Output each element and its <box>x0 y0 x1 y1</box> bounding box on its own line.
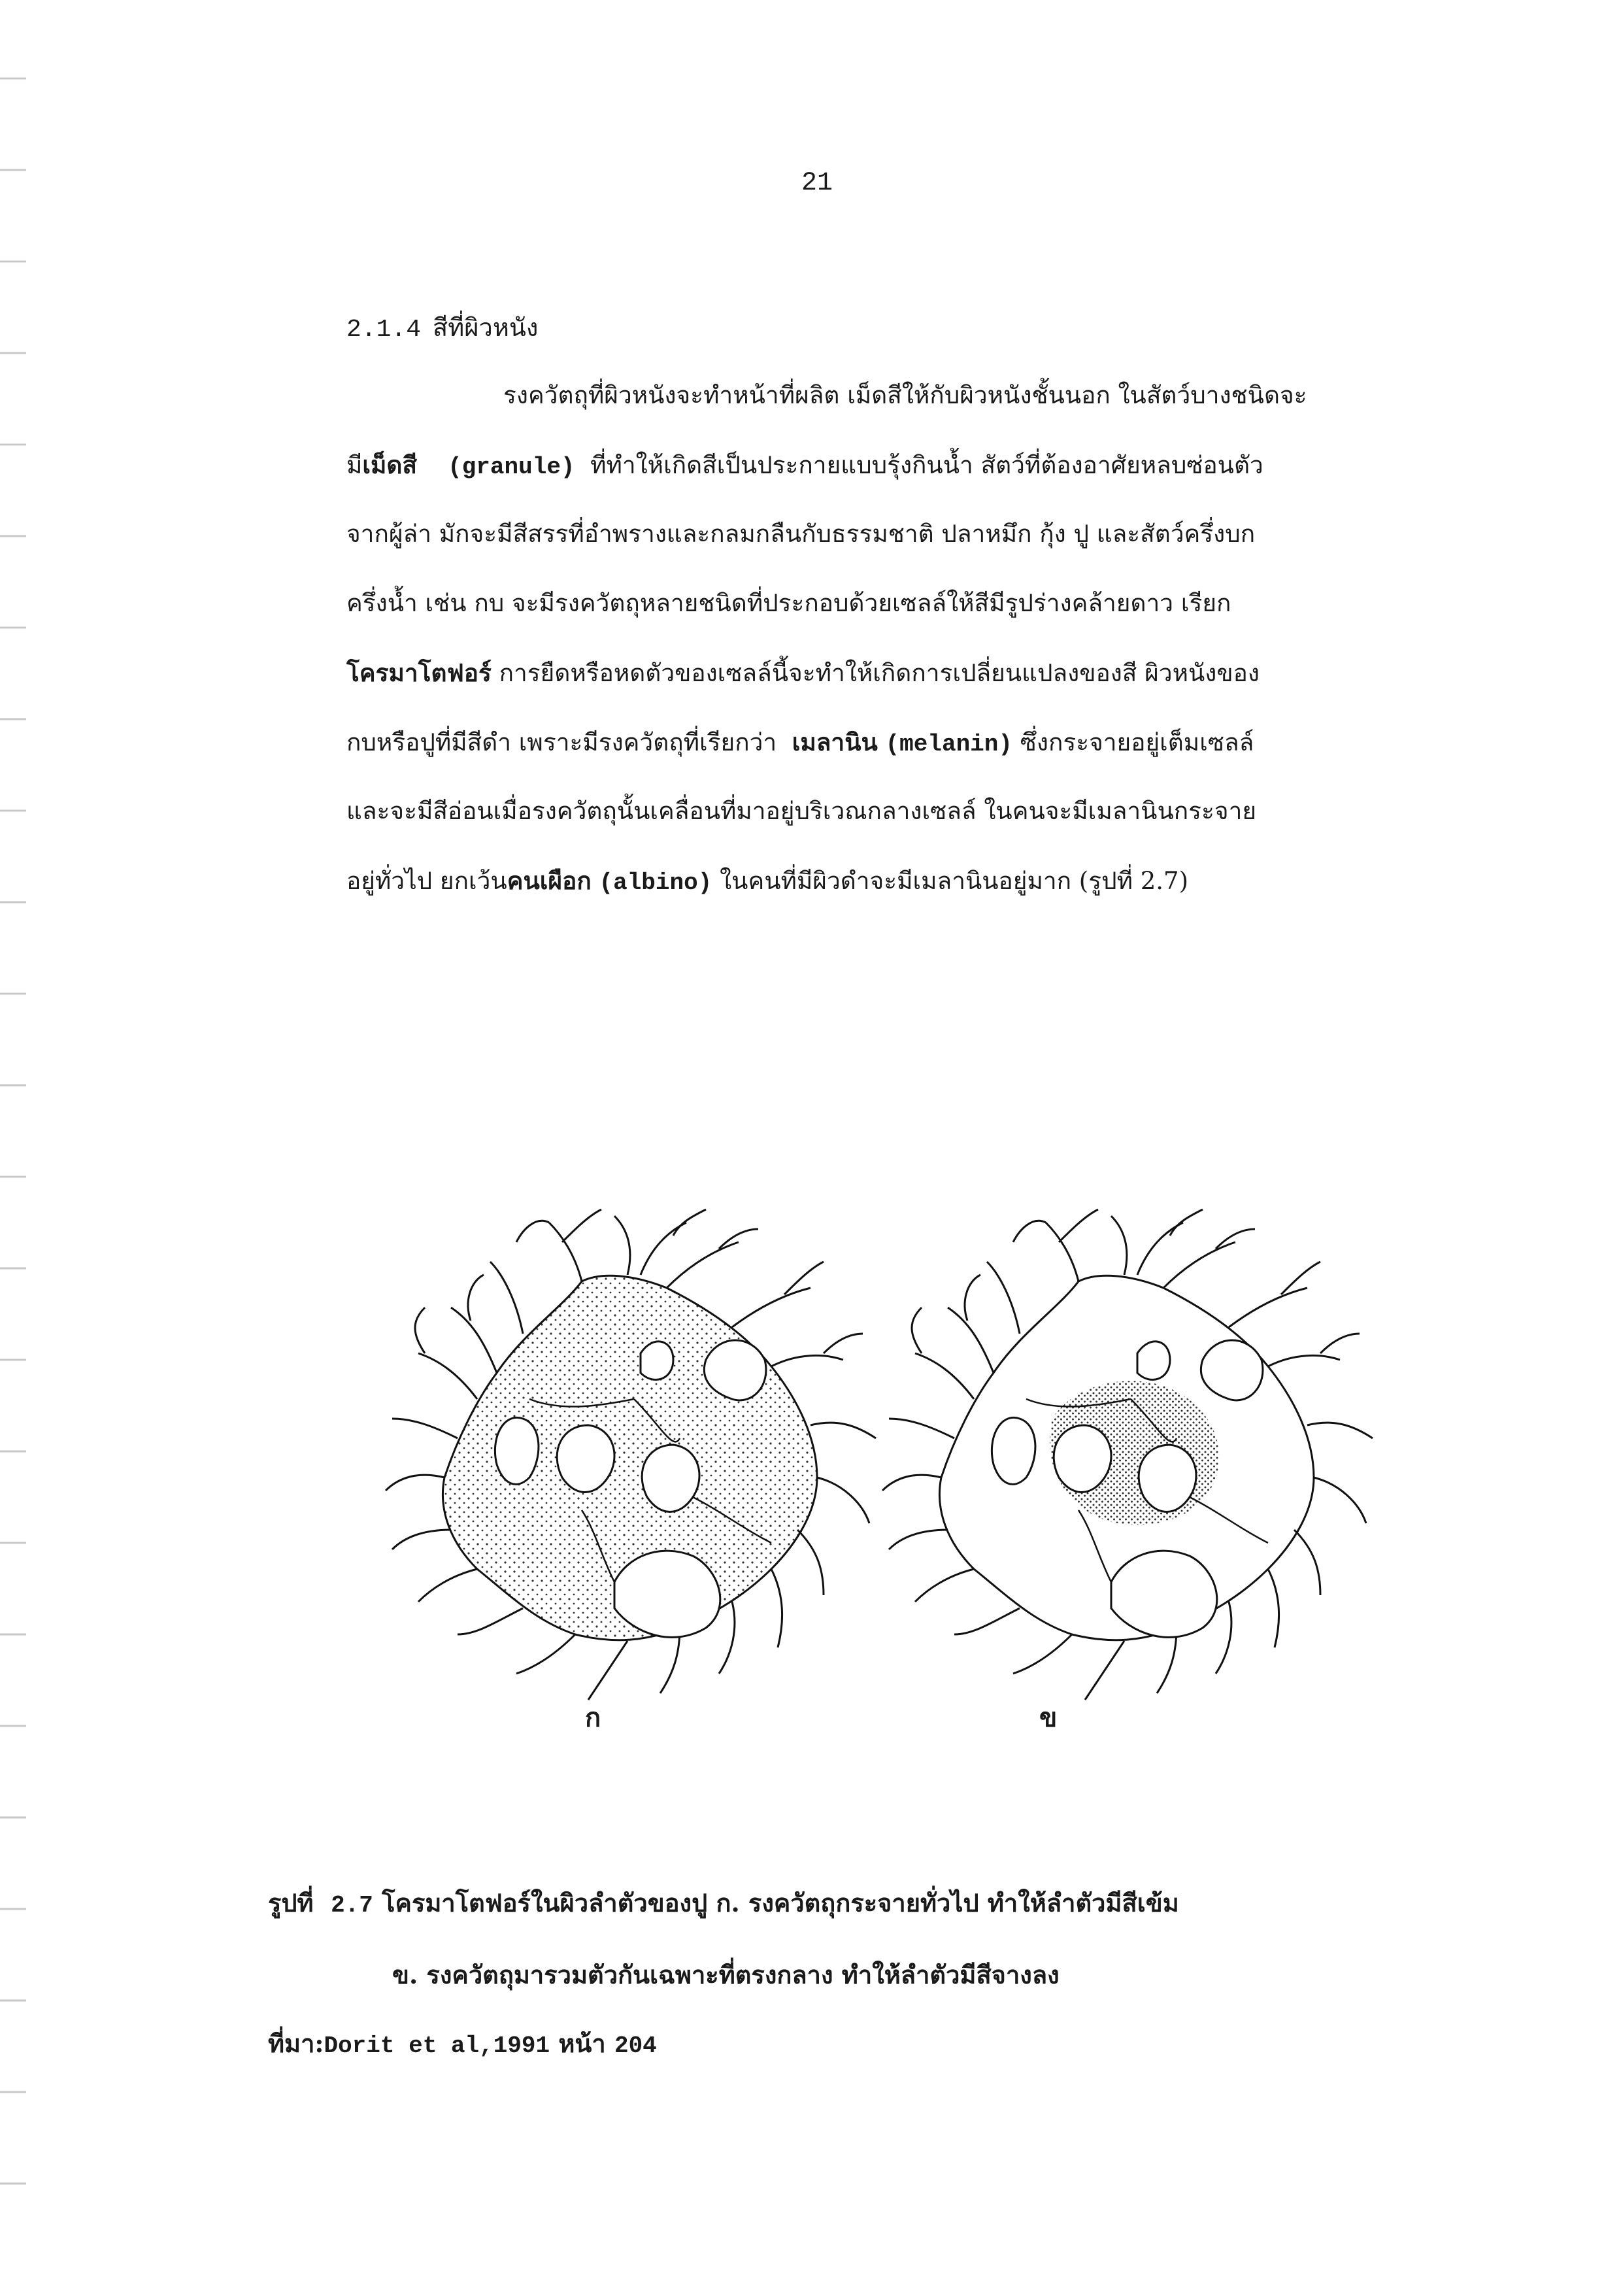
source-page: 204 <box>614 2033 657 2059</box>
paragraph-line: จากผู้ล่า มักจะมีสีสรรที่อำพรางและกลมกลืนกับธรรมชาติ ปลาหมึก กุ้ง ปู และสัตว์ครึ่งบก <box>346 520 1256 548</box>
term-english: (melanin) <box>885 731 1012 758</box>
figure-source <box>268 2023 1418 2063</box>
term-bold: เม็ดสี <box>362 450 418 479</box>
figure-caption-line1 <box>268 1883 1418 1923</box>
paragraph-line: และจะมีสีอ่อนเมื่อรงควัตถุนั้นเคลื่อนที่มาอยู่บริเวณกลางเซลล์ ในคนจะมีเมลานินกระจาย <box>346 797 1257 825</box>
caption-prefix: รูปที่ <box>268 1888 314 1917</box>
term-bold: คนเผือก <box>507 866 592 895</box>
figure-caption-line2: ข. รงควัตถุมารวมตัวกันเฉพาะที่ตรงกลาง ทำให้ลำตัวมีสีจางลง <box>392 1960 1060 1989</box>
source-page-label: หน้า <box>558 2029 606 2058</box>
paragraph-line <box>346 707 1412 777</box>
section-title: สีที่ผิวหนัง <box>433 313 539 342</box>
text-fragment: มี <box>346 451 363 479</box>
source-text: Dorit et al,1991 <box>324 2033 550 2059</box>
chromatophore-figure <box>366 1203 1412 1739</box>
text-fragment: ที่ทำให้เกิดสีเป็นประกายแบบรุ้งกินน้ำ สัตว์ที่ต้องอาศัยหลบซ่อนตัว <box>590 451 1263 479</box>
caption-text: โครมาโตฟอร์ในผิวลำตัวของปู ก. รงควัตถุกระจายทั่วไป ทำให้ลำตัวมีสีเข้ม <box>382 1888 1179 1917</box>
figure-label-b: ข <box>1039 1702 1058 1733</box>
body-paragraph <box>346 361 1412 915</box>
text-fragment: การยืดหรือหดตัวของเซลล์นี้จะทำให้เกิดการเปลี่ยนแปลงของสี ผิวหนังของ <box>499 659 1260 687</box>
chromatophore-dispersed <box>386 1209 876 1700</box>
term-english: (albino) <box>599 869 712 896</box>
text-fragment: ซึ่งกระจายอยู่เต็มเซลล์ <box>1020 728 1254 756</box>
text-fragment: ในคนที่มีผิวดำจะมีเมลานินอยู่มาก (รูปที่ 2.7) <box>720 867 1189 895</box>
paragraph-line: รงควัตถุที่ผิวหนังจะทำหน้าที่ผลิต เม็ดสีให้กับผิวหนังชั้นนอก ในสัตว์บางชนิดจะ <box>503 381 1307 409</box>
term-bold: โครมาโตฟอร์ <box>346 658 492 687</box>
section-heading <box>346 307 538 347</box>
page-number: 21 <box>801 169 833 198</box>
paragraph-line <box>346 430 1412 499</box>
text-fragment: กบหรือปูที่มีสีดำ เพราะมีรงควัตถุที่เรียกว่า <box>346 728 777 756</box>
chromatophore-illustration <box>366 1203 1412 1739</box>
paragraph-line <box>346 638 1412 707</box>
paragraph-line: ครึ่งน้ำ เช่น กบ จะมีรงควัตถุหลายชนิดที่ประกอบด้วยเซลล์ให้สีมีรูปร่างคล้ายดาว เรียก <box>346 589 1231 617</box>
caption-number: 2.7 <box>331 1892 373 1919</box>
term-english: (granule) <box>448 454 575 481</box>
text-fragment: อยู่ทั่วไป ยกเว้น <box>346 867 507 895</box>
section-number: 2.1.4 <box>346 316 422 344</box>
paragraph-line <box>346 846 1412 915</box>
margin-ruler-ticks <box>0 0 39 2296</box>
chromatophore-aggregated <box>882 1209 1373 1700</box>
figure-label-a: ก <box>585 1702 601 1733</box>
term-bold: เมลานิน <box>792 728 878 756</box>
source-label: ที่มา: <box>268 2029 324 2058</box>
